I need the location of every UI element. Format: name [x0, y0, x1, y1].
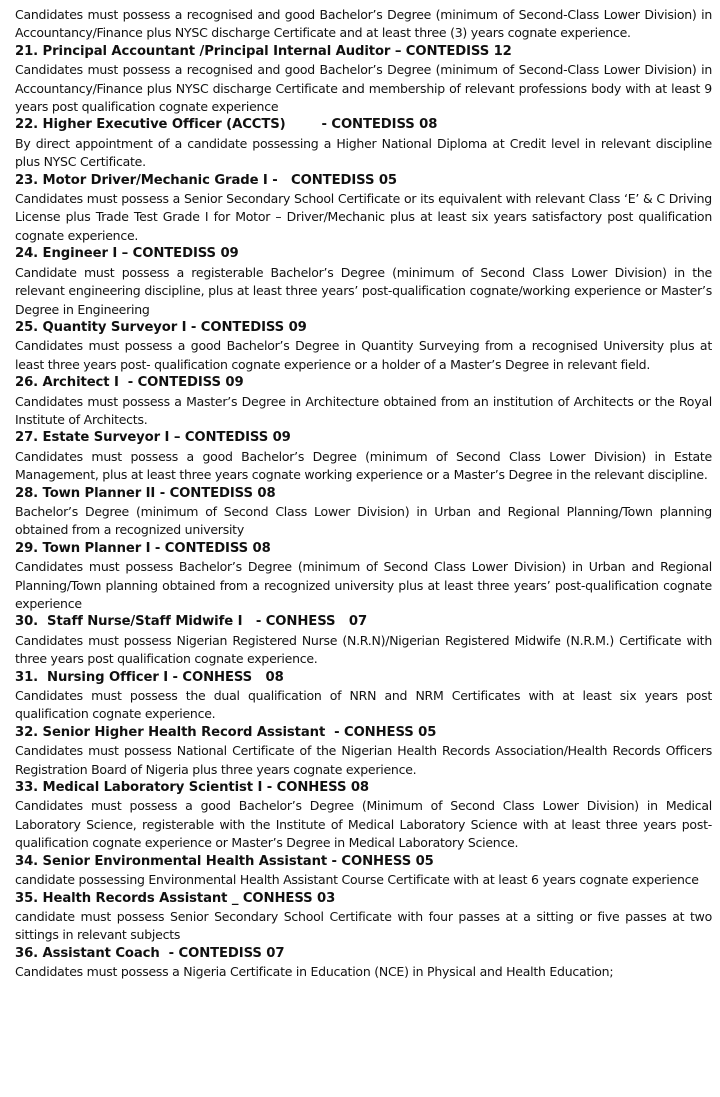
position-entry-30	[15, 613, 712, 668]
position-entry-24	[15, 245, 712, 319]
position-entry-34	[15, 853, 712, 890]
intro-paragraph: Candidates must possess a recognised and good Bachelor’s Degree (minimum of Second-Class Lower Division) in Accountancy/Finance plus NYSC discharge Certificate and at least three (3) years cognate experience.	[15, 7, 712, 41]
position-requirements: Candidates must possess a Senior Secondary School Certificate or its equivalent with relevant Class ‘E’ & C Driving License plus Trade Test Grade I for Motor – Driver/Mechanic plus at least six years satisfactory post qualification cognate experience.	[15, 191, 712, 243]
position-entry-31	[15, 669, 712, 724]
position-requirements: Bachelor’s Degree (minimum of Second Class Lower Division) in Urban and Regional Planning/Town planning obtained from a recognized university	[15, 503, 712, 538]
position-entry-21	[15, 43, 712, 117]
position-requirements: Candidates must possess a Nigeria Certificate in Education (NCE) in Physical and Health Education;	[15, 964, 614, 980]
position-heading: 30. Staff Nurse/Staff Midwife I - CONHESS 07	[15, 614, 368, 630]
position-requirements: Candidates must possess a good Bachelor’s Degree (Minimum of Second Class Lower Division) in Medical Laboratory Science, registerable with the Institute of Medical Laboratory Science with at least three years post-qualification cognate experience or Master’s Degree in Medical Laboratory Science.	[15, 798, 712, 851]
position-heading: 32. Senior Higher Health Record Assistant - CONHESS 05	[15, 724, 437, 740]
position-requirements: candidate must possess Senior Secondary School Certificate with four passes at a sitting or five passes at two sittings in relevant subjects	[15, 908, 712, 943]
position-heading: 27. Estate Surveyor I – CONTEDISS 09	[15, 430, 291, 446]
position-entry-23	[15, 172, 712, 246]
position-heading: 33. Medical Laboratory Scientist I - CONHESS 08	[15, 780, 369, 796]
position-entry-33	[15, 779, 712, 853]
position-entry-26	[15, 374, 712, 429]
position-entry-29	[15, 540, 712, 614]
position-heading: 23. Motor Driver/Mechanic Grade I - CONTEDISS 05	[15, 172, 397, 188]
position-requirements: Candidates must possess a good Bachelor’s Degree (minimum of Second Class Lower Division) in Estate Management, plus at least three years cognate working experience or a Master’s Degree in the relevant discipline.	[15, 448, 712, 483]
position-requirements: Candidates must possess a good Bachelor’s Degree in Quantity Surveying from a recognised University plus at least three years post- qualification cognate experience or a holder of a Master’s Degree in relevant field.	[15, 338, 712, 372]
position-entry-25	[15, 319, 712, 374]
position-requirements: Candidates must possess National Certificate of the Nigerian Health Records Association/Health Records Officers Registration Board of Nigeria plus three years cognate experience.	[15, 743, 712, 777]
position-heading: 22. Higher Executive Officer (ACCTS) - CONTEDISS 08	[15, 117, 438, 133]
position-heading: 25. Quantity Surveyor I - CONTEDISS 09	[15, 319, 307, 335]
position-requirements: Candidates must possess a recognised and good Bachelor’s Degree (minimum of Second-Class Lower Division) in Accountancy/Finance plus NYSC discharge Certificate and membership of relevant professions body with at least 9 years post qualification cognate experience	[15, 62, 712, 115]
position-requirements: Candidate must possess a registerable Bachelor’s Degree (minimum of Second Class Lower Division) in the relevant engineering discipline, plus at least three years’ post-qualification cognate/working experience or Master’s Degree in Engineering	[15, 264, 712, 317]
position-entry-27	[15, 429, 712, 484]
position-heading: 31. Nursing Officer I - CONHESS 08	[15, 669, 284, 685]
position-requirements: Candidates must possess Bachelor’s Degree (minimum of Second Class Lower Division) in Urban and Regional Planning/Town planning obtained from a recognized university plus at least three years’ post-qualification cognate experience	[15, 559, 712, 611]
position-entry-22	[15, 116, 712, 171]
position-entry-32	[15, 724, 712, 779]
position-requirements: Candidates must possess the dual qualification of NRN and NRM Certificates with at least six years post qualification cognate experience.	[15, 688, 712, 722]
position-heading: 28. Town Planner II - CONTEDISS 08	[15, 485, 276, 501]
position-requirements: Candidates must possess a Master’s Degree in Architecture obtained from an institution of Architects or the Royal Institute of Architects.	[15, 393, 712, 427]
position-entry-35	[15, 890, 712, 945]
position-heading: 21. Principal Accountant /Principal Internal Auditor – CONTEDISS 12	[15, 43, 512, 59]
position-heading: 24. Engineer I – CONTEDISS 09	[15, 246, 239, 262]
position-requirements: candidate possessing Environmental Health Assistant Course Certificate with at least 6 years cognate experience	[15, 872, 699, 888]
position-entry-28	[15, 485, 712, 540]
position-entry-36	[15, 945, 712, 982]
position-heading: 36. Assistant Coach - CONTEDISS 07	[15, 945, 285, 961]
position-heading: 34. Senior Environmental Health Assistant - CONHESS 05	[15, 853, 434, 869]
position-heading: 35. Health Records Assistant _ CONHESS 03	[15, 890, 336, 906]
position-heading: 26. Architect I - CONTEDISS 09	[15, 375, 244, 391]
position-requirements: Candidates must possess Nigerian Registered Nurse (N.R.N)/Nigerian Registered Midwife (N.R.M.) Certificate with three years post qualification cognate experience.	[15, 632, 712, 667]
position-requirements: By direct appointment of a candidate possessing a Higher National Diploma at Credit level in relevant discipline plus NYSC Certificate.	[15, 135, 712, 170]
position-heading: 29. Town Planner I - CONTEDISS 08	[15, 540, 271, 556]
